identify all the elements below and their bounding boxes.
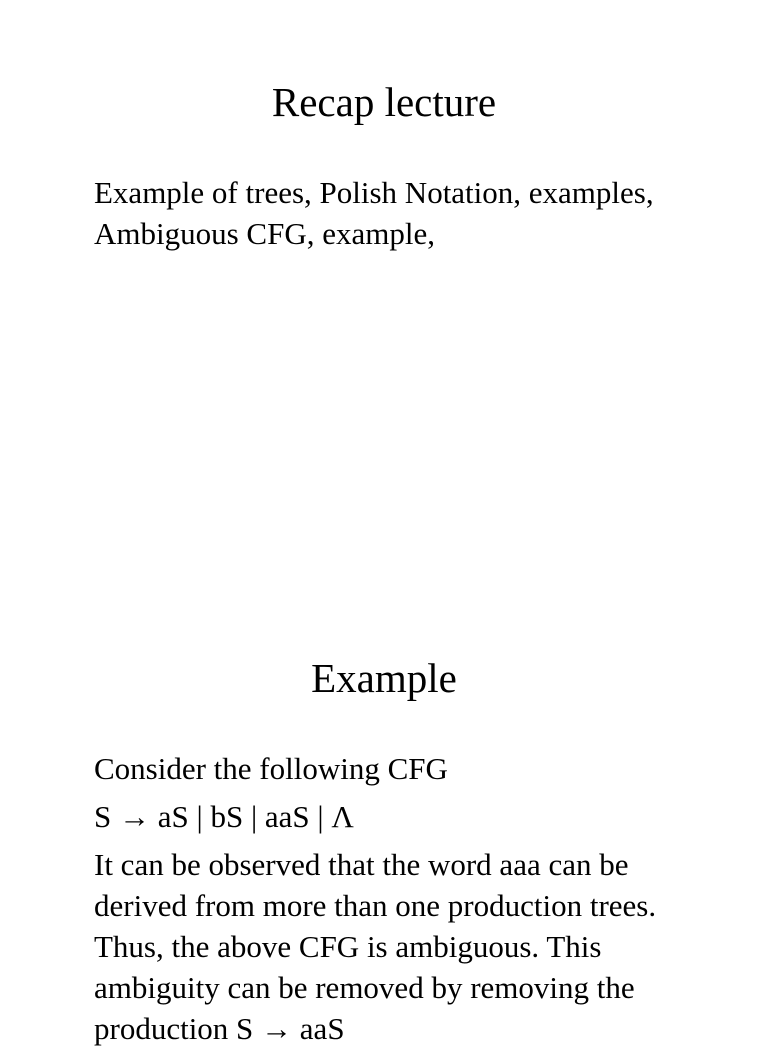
slide-body [94, 172, 714, 254]
recap-summary-text: Example of trees, Polish Notation, examples, Ambiguous CFG, example, [94, 175, 654, 251]
grammar-rule: S → aS | bS | aaS | Λ [94, 799, 354, 834]
slide-title: Recap lecture [271, 79, 497, 125]
slide-example [0, 576, 768, 1046]
slide-body [94, 748, 714, 1049]
intro-line: Consider the following CFG [94, 751, 448, 786]
slide-title: Example [311, 655, 457, 701]
explanation-paragraph: It can be observed that the word aaa can be derived from more than one production trees. Thus, the above CFG is ambiguous. This ambiguity can be removed by removing the production S → aaS [94, 847, 657, 1046]
